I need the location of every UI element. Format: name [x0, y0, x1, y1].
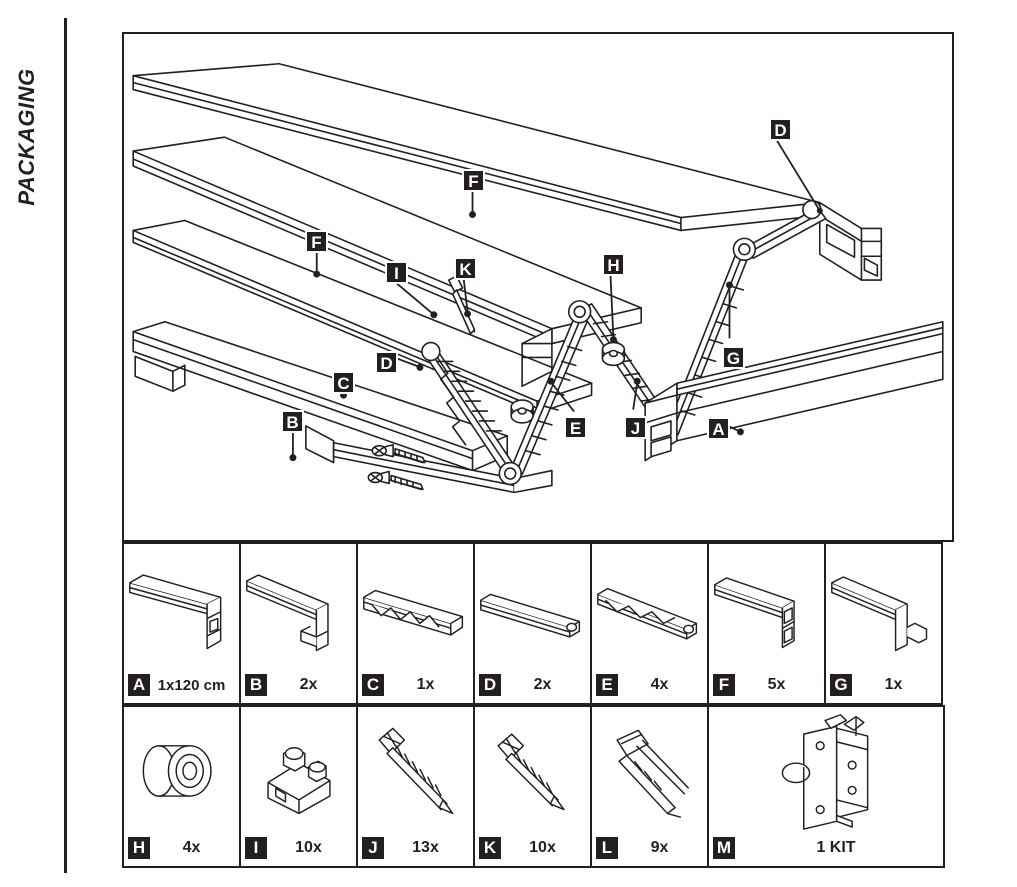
part-caption-c [358, 667, 473, 703]
part-qty-e: 4x [650, 676, 669, 693]
callout-a: A [707, 417, 730, 440]
part-art-f [709, 544, 824, 667]
callout-h: H [602, 253, 625, 276]
side-rule [64, 18, 67, 873]
part-qty-d: 2x [533, 676, 552, 693]
part-art-a [124, 544, 239, 667]
part-key-a: A [128, 674, 150, 696]
part-art-j [358, 707, 473, 830]
part-cell-e [590, 542, 709, 705]
roller-wheel-icon [124, 707, 239, 830]
part-art-m [709, 707, 943, 830]
part-key-h: H [128, 837, 150, 859]
part-qty-k: 10x [529, 839, 556, 856]
part-cell-i [239, 705, 358, 868]
part-qty-i: 10x [295, 839, 322, 856]
part-art-b [241, 544, 356, 667]
part-key-d: D [479, 674, 501, 696]
part-cell-f [707, 542, 826, 705]
part-cell-l [590, 705, 709, 868]
profile-truss-flat-icon [358, 544, 473, 667]
callout-e: E [564, 416, 587, 439]
part-cell-b [239, 542, 358, 705]
part-art-i [241, 707, 356, 830]
part-cell-d [473, 542, 592, 705]
part-art-c [358, 544, 473, 667]
part-key-g: G [830, 674, 852, 696]
bracket-connector-icon [241, 707, 356, 830]
part-qty-l: 9x [650, 839, 669, 856]
part-qty-b: 2x [299, 676, 318, 693]
part-key-e: E [596, 674, 618, 696]
part-cell-h [122, 705, 241, 868]
part-key-i: I [245, 837, 267, 859]
lock-kit-icon [709, 707, 943, 830]
part-cell-c [356, 542, 475, 705]
screw-long-icon [358, 707, 473, 830]
part-qty-m: 1 KIT [816, 839, 856, 856]
part-key-f: F [713, 674, 735, 696]
exploded-assembly-diagram [122, 32, 954, 542]
part-art-d [475, 544, 590, 667]
callout-d-left: D [375, 351, 398, 374]
callout-f-upper: F [462, 169, 485, 192]
profile-square-tube-icon [709, 544, 824, 667]
part-caption-f [709, 667, 824, 703]
instruction-sheet [122, 32, 954, 868]
part-qty-g: 1x [884, 676, 903, 693]
profile-c-channel-icon [241, 544, 356, 667]
part-art-g [826, 544, 941, 667]
part-key-l: L [596, 837, 618, 859]
callout-c: C [332, 371, 355, 394]
wall-plug-anchor-icon [592, 707, 707, 830]
part-cell-a [122, 542, 241, 705]
part-art-e [592, 544, 707, 667]
callout-j: J [624, 416, 647, 439]
part-caption-g [826, 667, 941, 703]
part-key-k: K [479, 837, 501, 859]
callout-i: I [385, 261, 408, 284]
profile-lattice-strip-icon [592, 544, 707, 667]
part-caption-h [124, 830, 239, 866]
part-caption-j [358, 830, 473, 866]
part-key-m: M [713, 837, 735, 859]
callout-k: K [454, 257, 477, 280]
part-caption-b [241, 667, 356, 703]
parts-list-row-2 [122, 705, 954, 868]
profile-corner-bracket-icon [826, 544, 941, 667]
part-caption-a [124, 667, 239, 703]
part-caption-k [475, 830, 590, 866]
part-cell-g [824, 542, 943, 705]
part-caption-i [241, 830, 356, 866]
part-qty-f: 5x [767, 676, 786, 693]
part-cell-m [707, 705, 945, 868]
parts-list-row-1 [122, 542, 954, 705]
part-art-l [592, 707, 707, 830]
callout-g: G [722, 346, 745, 369]
profile-thin-strip-icon [475, 544, 590, 667]
part-art-k [475, 707, 590, 830]
part-qty-c: 1x [416, 676, 435, 693]
page-side-label [0, 0, 72, 887]
assembly-drawing [124, 34, 952, 540]
screw-short-icon [475, 707, 590, 830]
part-caption-m [709, 830, 943, 866]
part-key-b: B [245, 674, 267, 696]
part-art-h [124, 707, 239, 830]
part-qty-j: 13x [412, 839, 439, 856]
part-cell-j [356, 705, 475, 868]
part-key-c: C [362, 674, 384, 696]
part-qty-h: 4x [182, 839, 201, 856]
part-caption-e [592, 667, 707, 703]
part-caption-d [475, 667, 590, 703]
callout-f-lower: F [305, 230, 328, 253]
part-qty-a: 1x120 cm [157, 676, 226, 694]
callout-d-top: D [769, 118, 792, 141]
part-caption-l [592, 830, 707, 866]
callout-b: B [281, 410, 304, 433]
part-cell-k [473, 705, 592, 868]
profile-angled-rail-icon [124, 544, 239, 667]
part-key-j: J [362, 837, 384, 859]
section-label-text: PACKAGING [14, 68, 39, 206]
